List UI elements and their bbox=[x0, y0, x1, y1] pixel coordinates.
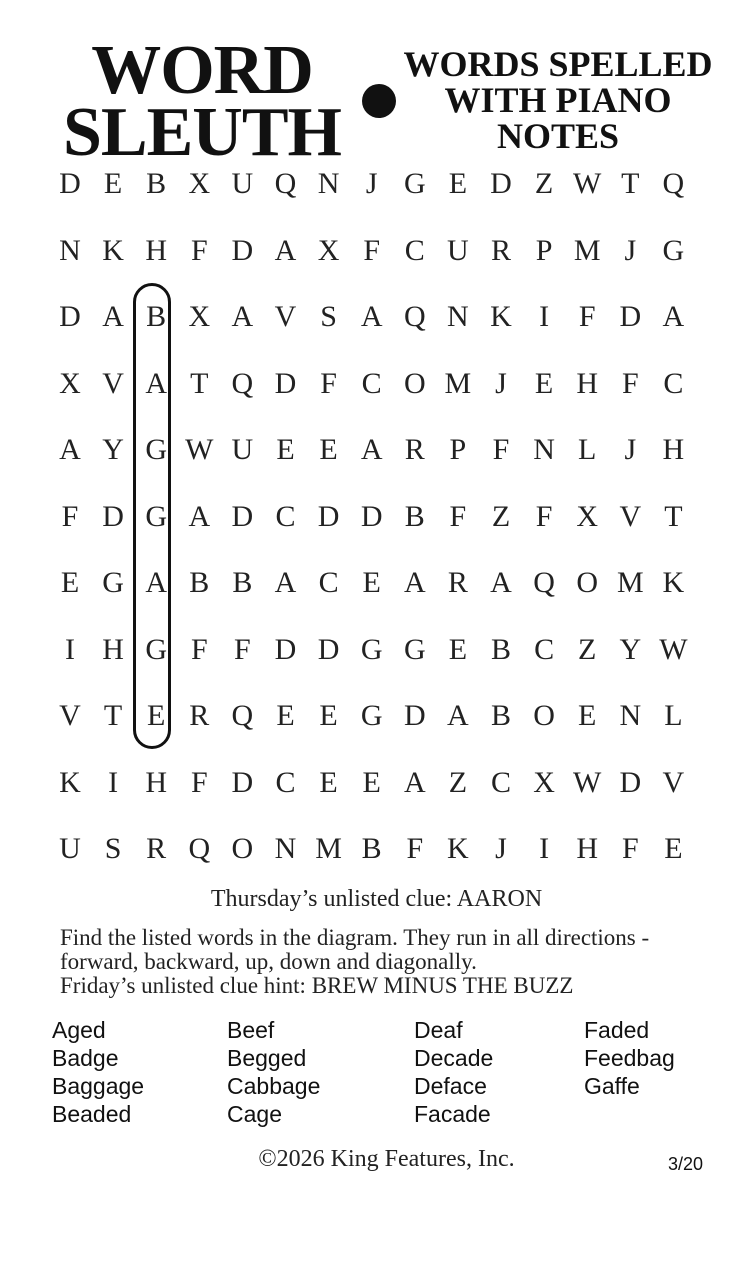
grid-cell[interactable]: Y bbox=[102, 433, 124, 466]
word-list-item: Decade bbox=[414, 1045, 494, 1071]
grid-cell[interactable]: F bbox=[61, 499, 79, 533]
grid-cell[interactable]: A bbox=[145, 566, 168, 599]
puzzle-date: 3/20 bbox=[668, 1154, 704, 1174]
grid-cell[interactable]: O bbox=[231, 832, 254, 865]
grid-cell[interactable]: B bbox=[404, 499, 425, 533]
grid-cell[interactable]: J bbox=[495, 832, 507, 865]
grid-cell[interactable]: D bbox=[231, 499, 254, 533]
grid-cell[interactable]: G bbox=[360, 632, 383, 666]
grid-cell[interactable]: N bbox=[533, 433, 555, 466]
grid-cell[interactable]: J bbox=[495, 366, 507, 400]
grid-cell[interactable]: X bbox=[533, 765, 555, 799]
grid-cell[interactable]: C bbox=[275, 765, 296, 799]
grid-cell[interactable]: D bbox=[59, 167, 81, 200]
grid-cell[interactable]: F bbox=[578, 300, 596, 333]
grid-cell[interactable]: A bbox=[274, 566, 297, 599]
theme-line-2: WITH PIANO bbox=[444, 80, 672, 120]
grid-cell[interactable]: W bbox=[573, 167, 602, 200]
grid-cell[interactable]: H bbox=[576, 366, 599, 400]
grid-cell[interactable]: M bbox=[616, 566, 644, 599]
word-column-2 bbox=[227, 1016, 320, 1128]
grid-cell[interactable]: C bbox=[534, 632, 555, 666]
word-list-item: Facade bbox=[414, 1101, 491, 1127]
grid-cell[interactable]: G bbox=[662, 233, 685, 267]
grid-cell[interactable]: T bbox=[664, 499, 683, 533]
grid-cell[interactable]: N bbox=[59, 233, 81, 267]
grid-cell[interactable]: A bbox=[447, 699, 469, 732]
puzzle-theme bbox=[398, 46, 718, 154]
grid-cell[interactable]: G bbox=[145, 433, 168, 466]
grid-cell[interactable]: S bbox=[104, 832, 122, 865]
grid-cell[interactable]: D bbox=[490, 167, 512, 200]
grid-cell[interactable]: E bbox=[147, 699, 166, 732]
grid-cell[interactable]: P bbox=[535, 233, 553, 267]
grid-cell[interactable]: U bbox=[447, 233, 469, 267]
grid-cell[interactable]: W bbox=[659, 632, 688, 666]
grid-cell[interactable]: T bbox=[621, 167, 640, 200]
grid-cell[interactable]: I bbox=[539, 832, 550, 865]
grid-cell[interactable]: D bbox=[274, 632, 297, 666]
grid-cell[interactable]: C bbox=[318, 566, 339, 599]
grid-cell[interactable]: Q bbox=[403, 300, 426, 333]
grid-cell[interactable]: K bbox=[490, 300, 512, 333]
grid-cell[interactable]: V bbox=[619, 499, 642, 533]
grid-cell[interactable]: D bbox=[317, 499, 340, 533]
grid-cell[interactable]: K bbox=[447, 832, 469, 865]
grid-cell[interactable]: A bbox=[403, 765, 426, 799]
grid-cell[interactable]: T bbox=[190, 366, 209, 400]
grid-cell[interactable]: L bbox=[664, 699, 683, 732]
grid-cell[interactable]: W bbox=[185, 433, 214, 466]
grid-cell[interactable]: C bbox=[663, 366, 684, 400]
grid-cell[interactable]: K bbox=[662, 566, 685, 599]
grid-cell[interactable]: F bbox=[449, 499, 467, 533]
word-list-item: Deaf bbox=[414, 1017, 463, 1043]
grid-cell[interactable]: A bbox=[102, 300, 124, 333]
grid-cell[interactable]: V bbox=[59, 699, 81, 732]
instructions-line-2: forward, backward, up, down and diagonally. bbox=[60, 949, 477, 974]
grid-cell[interactable]: C bbox=[361, 366, 382, 400]
grid-cell[interactable]: F bbox=[535, 499, 553, 533]
word-list-item: Deface bbox=[414, 1073, 487, 1099]
grid-cell[interactable]: J bbox=[365, 167, 378, 200]
grid-cell[interactable]: A bbox=[188, 499, 211, 533]
grid-cell[interactable]: E bbox=[276, 433, 295, 466]
theme-line-1: WORDS SPELLED bbox=[403, 44, 713, 84]
grid-cell[interactable]: N bbox=[317, 167, 340, 200]
grid-cell[interactable]: C bbox=[404, 233, 425, 267]
grid-cell[interactable]: R bbox=[404, 433, 425, 466]
grid-cell[interactable]: O bbox=[576, 566, 599, 599]
grid-cell[interactable]: F bbox=[621, 366, 639, 400]
word-list-item: Beaded bbox=[52, 1101, 132, 1127]
grid-cell[interactable]: A bbox=[360, 300, 383, 333]
grid-cell[interactable]: Q bbox=[274, 167, 297, 200]
instructions bbox=[60, 926, 720, 998]
title-bullet bbox=[362, 84, 396, 118]
grid-cell[interactable]: Q bbox=[188, 832, 211, 865]
grid-cell[interactable]: X bbox=[188, 167, 211, 200]
instructions-line-3: Friday’s unlisted clue hint: BREW MINUS THE BUZZ bbox=[60, 973, 574, 998]
grid-cell[interactable]: K bbox=[102, 233, 124, 267]
grid-cell[interactable]: X bbox=[188, 300, 211, 333]
grid-cell[interactable]: E bbox=[448, 167, 468, 200]
grid-cell[interactable]: D bbox=[231, 765, 254, 799]
grid-cell[interactable]: B bbox=[189, 566, 210, 599]
word-list bbox=[0, 1016, 753, 1136]
grid-cell[interactable]: A bbox=[145, 366, 168, 400]
grid-cell[interactable]: G bbox=[145, 632, 168, 666]
grid-cell[interactable]: P bbox=[449, 433, 467, 466]
word-list-item: Cage bbox=[227, 1101, 282, 1127]
grid-cell[interactable]: A bbox=[231, 300, 254, 333]
grid-cell[interactable]: H bbox=[102, 632, 124, 666]
grid-cell[interactable]: C bbox=[275, 499, 296, 533]
grid-cell[interactable]: F bbox=[406, 832, 424, 865]
grid-cell[interactable]: F bbox=[320, 366, 337, 400]
grid-cell[interactable]: D bbox=[317, 632, 340, 666]
word-list-item: Cabbage bbox=[227, 1073, 321, 1099]
grid-cell[interactable]: I bbox=[539, 300, 550, 333]
grid-cell[interactable]: V bbox=[662, 765, 685, 799]
grid-cell[interactable]: B bbox=[490, 632, 511, 666]
grid-cell[interactable]: F bbox=[621, 832, 639, 865]
grid-cell[interactable]: Q bbox=[231, 699, 254, 732]
word-column-3 bbox=[414, 1016, 493, 1128]
grid-cell[interactable]: Z bbox=[448, 765, 468, 799]
grid-cell[interactable]: N bbox=[274, 832, 297, 865]
grid-cell[interactable]: O bbox=[533, 699, 555, 732]
grid-cell[interactable]: E bbox=[362, 765, 381, 799]
grid-cell[interactable]: A bbox=[662, 300, 685, 333]
word-list-item: Gaffe bbox=[584, 1073, 640, 1099]
grid-cell[interactable]: H bbox=[145, 233, 168, 267]
grid-cell[interactable]: D bbox=[59, 300, 81, 333]
grid-cell[interactable]: A bbox=[360, 433, 383, 466]
word-list-item: Baggage bbox=[52, 1073, 145, 1099]
grid-cell[interactable]: A bbox=[490, 566, 512, 599]
grid-cell[interactable]: R bbox=[447, 566, 468, 599]
grid-cell[interactable]: L bbox=[578, 433, 597, 466]
word-column-4 bbox=[584, 1016, 675, 1100]
grid-cell[interactable]: E bbox=[534, 366, 554, 400]
grid-cell[interactable]: D bbox=[403, 699, 426, 732]
grid-cell[interactable]: Y bbox=[619, 632, 642, 666]
grid-cell[interactable]: S bbox=[320, 300, 337, 333]
grid-cell[interactable]: I bbox=[65, 632, 75, 666]
unlisted-clue: Thursday’s unlisted clue: AARON bbox=[210, 886, 543, 912]
grid-cell[interactable]: W bbox=[573, 765, 602, 799]
grid-cell[interactable]: G bbox=[360, 699, 383, 732]
grid-cell[interactable]: A bbox=[403, 566, 426, 599]
grid-cell[interactable]: R bbox=[146, 832, 167, 865]
grid-cell[interactable]: J bbox=[624, 233, 637, 267]
grid-cell[interactable]: G bbox=[102, 566, 124, 599]
grid-cell[interactable]: X bbox=[576, 499, 599, 533]
grid-cell[interactable]: E bbox=[448, 632, 468, 666]
found-word-highlight bbox=[133, 283, 171, 749]
grid-cell[interactable]: N bbox=[619, 699, 642, 732]
grid-cell[interactable]: V bbox=[274, 300, 297, 333]
grid-cell[interactable]: F bbox=[363, 233, 381, 267]
grid-cell[interactable]: N bbox=[447, 300, 469, 333]
grid-cell[interactable]: M bbox=[573, 233, 601, 267]
grid-cell[interactable]: E bbox=[103, 167, 123, 200]
grid-cell[interactable]: H bbox=[145, 765, 168, 799]
grid-cell[interactable]: D bbox=[360, 499, 383, 533]
grid-cell[interactable]: J bbox=[624, 433, 637, 466]
grid-cell[interactable]: B bbox=[146, 300, 167, 333]
grid-cell[interactable]: F bbox=[190, 233, 208, 267]
word-list-item: Beef bbox=[227, 1017, 275, 1043]
grid-cell[interactable]: X bbox=[59, 366, 81, 400]
grid-cell[interactable]: I bbox=[108, 765, 119, 799]
puzzle-title bbox=[52, 32, 352, 171]
grid-cell[interactable]: B bbox=[490, 699, 511, 732]
grid-cell[interactable]: E bbox=[319, 433, 338, 466]
word-list-item: Aged bbox=[52, 1017, 106, 1043]
grid-cell[interactable]: T bbox=[103, 699, 123, 732]
grid-cell[interactable]: F bbox=[190, 765, 208, 799]
grid-cell[interactable]: A bbox=[274, 233, 297, 267]
theme-line-3: NOTES bbox=[496, 116, 620, 156]
grid-cell[interactable]: H bbox=[662, 433, 685, 466]
grid-cell[interactable]: E bbox=[60, 566, 80, 599]
grid-cell[interactable]: F bbox=[234, 632, 251, 666]
grid-cell[interactable]: E bbox=[362, 566, 381, 599]
grid-cell[interactable]: G bbox=[403, 167, 426, 200]
grid-cell[interactable]: U bbox=[59, 832, 81, 865]
grid-cell[interactable]: B bbox=[361, 832, 382, 865]
word-list-item: Badge bbox=[52, 1045, 119, 1071]
copyright: ©2026 King Features, Inc. bbox=[258, 1146, 515, 1172]
grid-cell[interactable]: G bbox=[145, 499, 168, 533]
grid-cell[interactable]: G bbox=[403, 632, 426, 666]
instructions-line-1: Find the listed words in the diagram. They run in all directions - bbox=[60, 925, 650, 950]
grid-cell[interactable]: E bbox=[319, 699, 338, 732]
grid-cell[interactable]: B bbox=[146, 167, 167, 200]
title-line-2: SLEUTH bbox=[63, 94, 341, 171]
grid-cell[interactable]: Q bbox=[231, 366, 254, 400]
grid-cell[interactable]: E bbox=[664, 832, 683, 865]
word-list-item: Faded bbox=[584, 1017, 650, 1043]
grid-cell[interactable]: M bbox=[315, 832, 342, 865]
word-column-1 bbox=[52, 1016, 144, 1128]
grid-cell[interactable]: E bbox=[578, 699, 597, 732]
grid-cell[interactable]: V bbox=[102, 366, 124, 400]
grid-cell[interactable]: R bbox=[490, 233, 511, 267]
grid-cell[interactable]: Z bbox=[578, 632, 597, 666]
grid-cell[interactable]: C bbox=[490, 765, 511, 799]
grid-cell[interactable]: B bbox=[232, 566, 253, 599]
grid-cell[interactable]: F bbox=[492, 433, 510, 466]
grid-cell[interactable]: U bbox=[231, 167, 254, 200]
grid-cell[interactable]: D bbox=[102, 499, 124, 533]
grid-cell[interactable]: X bbox=[317, 233, 340, 267]
grid-cell[interactable]: H bbox=[576, 832, 599, 865]
grid-cell[interactable]: D bbox=[619, 300, 642, 333]
grid-cell[interactable]: M bbox=[444, 366, 472, 400]
grid-cell[interactable]: Q bbox=[533, 566, 555, 599]
grid-cell[interactable]: D bbox=[274, 366, 297, 400]
grid-cell[interactable]: R bbox=[189, 699, 210, 732]
title-line-1: WORD bbox=[91, 32, 313, 109]
grid-cell[interactable]: Z bbox=[491, 499, 511, 533]
grid-cell[interactable]: U bbox=[231, 433, 254, 466]
grid-cell[interactable]: D bbox=[231, 233, 254, 267]
word-list-item: Begged bbox=[227, 1045, 307, 1071]
grid-cell[interactable]: A bbox=[59, 433, 81, 466]
grid-cell[interactable]: K bbox=[59, 765, 81, 799]
word-list-item: Feedbag bbox=[584, 1045, 675, 1071]
grid-cell[interactable]: E bbox=[319, 765, 338, 799]
grid-cell[interactable]: Q bbox=[662, 167, 685, 200]
grid-cell[interactable]: Z bbox=[534, 167, 554, 200]
grid-cell[interactable]: O bbox=[403, 366, 426, 400]
grid-cell[interactable]: F bbox=[190, 632, 208, 666]
grid-cell[interactable]: D bbox=[619, 765, 642, 799]
grid-cell[interactable]: E bbox=[276, 699, 295, 732]
